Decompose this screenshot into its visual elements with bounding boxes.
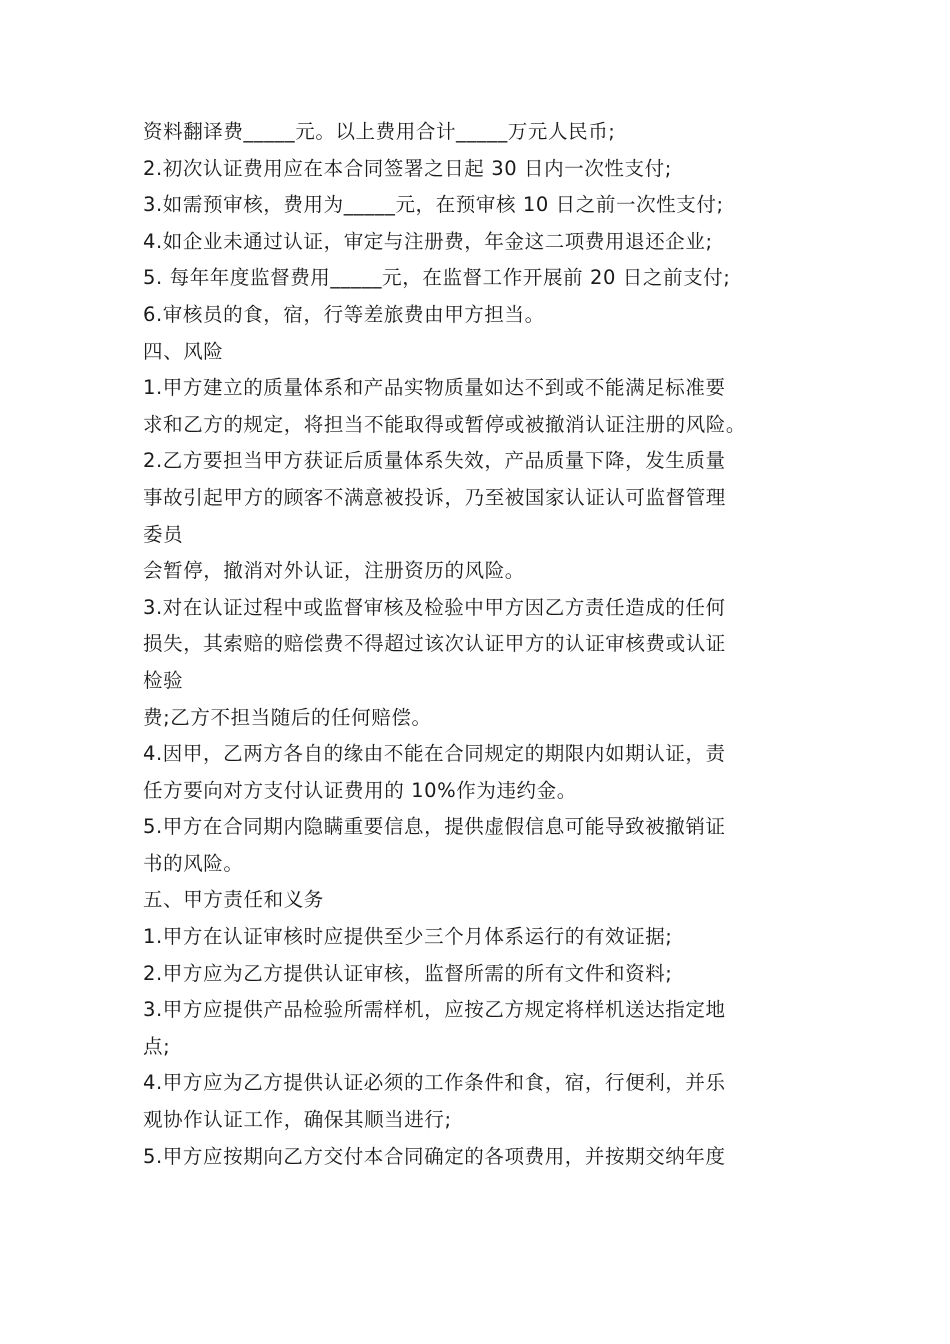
text-line: 费;乙方不担当随后的任何赔偿。 xyxy=(143,705,432,729)
text-line: 会暂停，撤消对外认证，注册资历的风险。 xyxy=(143,559,525,583)
text-line: 3.甲方应提供产品检验所需样机，应按乙方规定将样机送达指定地 xyxy=(143,998,726,1022)
text-line: 5.甲方应按期向乙方交付本合同确定的各项费用，并按期交纳年度 xyxy=(143,1144,726,1168)
text-line: 任方要向对方支付认证费用的 10%作为违约金。 xyxy=(143,778,577,802)
text-line: 4.因甲，乙两方各自的缘由不能在合同规定的期限内如期认证，责 xyxy=(143,742,726,766)
text-line: 事故引起甲方的顾客不满意被投诉，乃至被国家认证认可监督管理 xyxy=(143,485,726,509)
text-line: 5.甲方在合同期内隐瞒重要信息，提供虚假信息可能导致被撤销证 xyxy=(143,815,726,839)
text-line: 4.甲方应为乙方提供认证必须的工作条件和食，宿，行便利，并乐 xyxy=(143,1071,726,1095)
text-line: 求和乙方的规定，将担当不能取得或暂停或被撤消认证注册的风险。 xyxy=(143,412,747,436)
text-line: 书的风险。 xyxy=(143,851,244,875)
text-line: 观协作认证工作，确保其顺当进行; xyxy=(143,1108,452,1132)
text-line: 6.审核员的食，宿，行等差旅费由甲方担当。 xyxy=(143,302,545,326)
text-line: 点; xyxy=(143,1034,171,1058)
text-line: 委员 xyxy=(143,522,184,546)
text-line: 5. 每年年度监督费用_____元，在监督工作开展前 20 日之前支付; xyxy=(143,266,731,290)
text-line: 检验 xyxy=(143,668,184,692)
text-line: 1.甲方建立的质量体系和产品实物质量如达不到或不能满足标准要 xyxy=(143,376,726,400)
section-heading: 四、风险 xyxy=(143,339,224,363)
text-line: 2.初次认证费用应在本合同签署之日起 30 日内一次性支付; xyxy=(143,156,672,180)
text-line: 资料翻译费_____元。以上费用合计_____万元人民币; xyxy=(143,120,616,143)
text-line: 2.乙方要担当甲方获证后质量体系失效，产品质量下降，发生质量 xyxy=(143,449,726,473)
text-line: 4.如企业未通过认证，审定与注册费，年金这二项费用退还企业; xyxy=(143,229,713,253)
text-line: 损失，其索赔的赔偿费不得超过该次认证甲方的认证审核费或认证 xyxy=(143,632,726,656)
text-line: 3.对在认证过程中或监督审核及检验中甲方因乙方责任造成的任何 xyxy=(143,595,726,619)
document-body xyxy=(143,114,823,1175)
section-heading: 五、甲方责任和义务 xyxy=(143,888,324,912)
text-line: 2.甲方应为乙方提供认证审核，监督所需的所有文件和资料; xyxy=(143,961,673,985)
text-line: 3.如需预审核，费用为_____元，在预审核 10 日之前一次性支付; xyxy=(143,193,724,217)
text-line: 1.甲方在认证审核时应提供至少三个月体系运行的有效证据; xyxy=(143,925,673,949)
